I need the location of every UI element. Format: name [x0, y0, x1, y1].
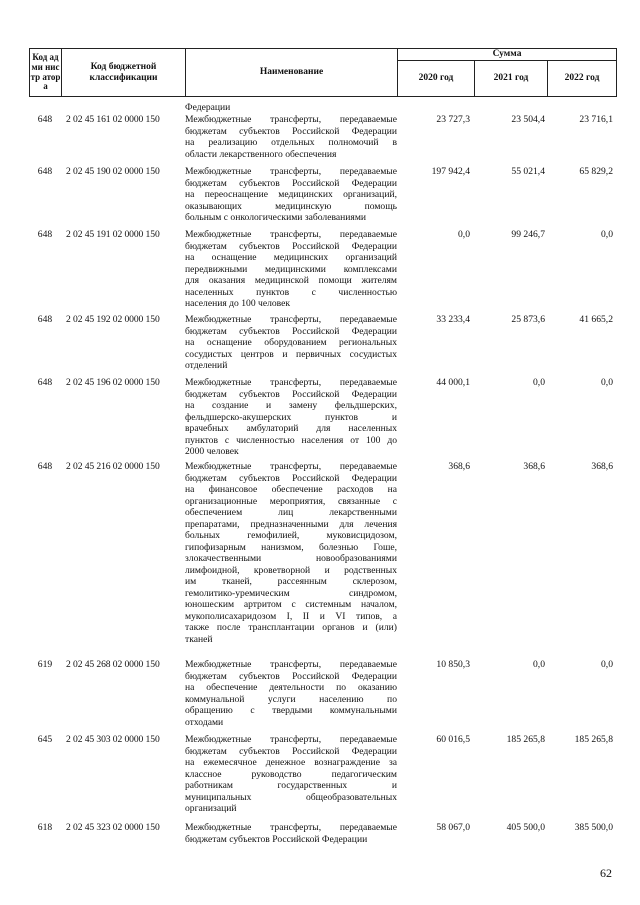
value-2021-cell: 368,6 — [523, 461, 545, 472]
name-line: отделений — [185, 360, 228, 371]
name-line: Межбюджетные трансферты, передаваемые — [185, 659, 397, 670]
name-line: им тканей, рассеянным склерозом, — [185, 576, 397, 587]
name-line: гипофизарным нанизмом, болезнью Гоше, — [185, 541, 397, 553]
name-line: бюджетам субъектов Российской Федерации — [185, 177, 397, 189]
carryover-text: Федерации — [185, 102, 231, 113]
name-cell — [185, 461, 397, 645]
name-line: 2000 человек — [185, 446, 239, 457]
name-line: бюджетам субъектов Российской Федерации — [185, 745, 397, 757]
name-line: Межбюджетные трансферты, передаваемые — [185, 229, 397, 240]
value-2021-cell: 55 021,4 — [511, 166, 545, 177]
name-line: бюджетам субъектов Российской Федерации — [185, 240, 397, 252]
name-line: работникам государственных и — [185, 780, 397, 791]
value-2022-cell: 0,0 — [601, 659, 613, 670]
header-sum: Сумма — [398, 49, 617, 61]
admin-code-cell: 648 — [37, 461, 53, 472]
name-cell — [185, 314, 397, 372]
admin-code-cell: 619 — [37, 659, 53, 670]
name-cell — [185, 659, 397, 728]
name-cell — [185, 114, 397, 160]
budget-code-cell: 2 02 45 161 02 0000 150 — [66, 114, 160, 125]
name-line: оказывающих медицинскую помощь — [185, 200, 397, 212]
name-line: бюджетам субъектов Российской Федерации — [185, 472, 397, 484]
name-line: лимфоидной, кроветворной и родственных — [185, 564, 397, 576]
name-cell — [185, 734, 397, 815]
name-cell — [185, 166, 397, 224]
admin-code-cell: 648 — [37, 166, 53, 177]
header-name: Наименование — [186, 49, 398, 97]
name-line: больных гемофилией, муковисцидозом, — [185, 530, 397, 541]
name-line: отходами — [185, 716, 224, 728]
name-line: пунктов с численностью населения от 100 до — [185, 434, 397, 446]
name-line: на оснащение медицинских организаций — [185, 252, 397, 263]
name-line: также после трансплантации органов и (или) — [185, 622, 397, 633]
value-2021-cell: 23 504,4 — [511, 114, 545, 125]
value-2020-cell: 0,0 — [458, 229, 470, 240]
budget-code-cell: 2 02 45 216 02 0000 150 — [66, 461, 160, 472]
value-2020-cell: 33 233,4 — [436, 314, 470, 325]
page-number: 62 — [600, 866, 612, 880]
name-line: мукополисахаридозом I, II и VI типов, а — [185, 610, 397, 622]
name-line: Межбюджетные трансферты, передаваемые — [185, 734, 397, 745]
name-line: коммунальной услуги населению по — [185, 693, 397, 705]
budget-code-cell: 2 02 45 192 02 0000 150 — [66, 314, 160, 325]
name-line: на реализацию отдельных полномочий в — [185, 137, 397, 148]
name-cell — [185, 822, 397, 845]
value-2020-cell: 368,6 — [448, 461, 470, 472]
value-2022-cell: 385 500,0 — [574, 822, 613, 833]
name-cell — [185, 377, 397, 458]
name-line: Межбюджетные трансферты, передаваемые — [185, 114, 397, 125]
value-2022-cell: 0,0 — [601, 229, 613, 240]
name-line: обеспечением лиц лекарственными — [185, 507, 397, 518]
value-2021-cell: 25 873,6 — [511, 314, 545, 325]
name-line: на оснащение оборудованием региональных — [185, 337, 397, 348]
name-line: обращению с твердыми коммунальными — [185, 705, 397, 716]
name-line: муниципальных общеобразовательных — [185, 791, 397, 803]
name-line: населения до 100 человек — [185, 298, 291, 309]
name-line: больным с онкологическими заболеваниями — [185, 212, 367, 223]
name-line: на обеспечение деятельности по оказанию — [185, 682, 397, 693]
header-budget-code: Код бюджетной классификации — [62, 49, 186, 97]
admin-code-cell: 645 — [37, 734, 53, 745]
value-2021-cell: 0,0 — [533, 659, 545, 670]
value-2022-cell: 0,0 — [601, 377, 613, 388]
name-line: на создание и замену фельдшерских, — [185, 400, 397, 411]
name-line: сосудистых центров и первичных сосудистых — [185, 348, 397, 360]
value-2021-cell: 405 500,0 — [506, 822, 545, 833]
value-2022-cell: 65 829,2 — [579, 166, 613, 177]
name-line: на финансовое обеспечение расходов на — [185, 484, 397, 495]
name-line: бюджетам субъектов Российской Федерации — [185, 125, 397, 137]
name-line: на переоснащение медицинских организаций, — [185, 189, 397, 200]
budget-code-cell: 2 02 45 323 02 0000 150 — [66, 822, 160, 833]
name-line: гемолитико-уремическим синдромом, — [185, 587, 397, 599]
admin-code-cell: 648 — [37, 229, 53, 240]
name-line: передвижными медицинскими комплексами — [185, 263, 397, 275]
name-line: Межбюджетные трансферты, передаваемые — [185, 461, 397, 472]
header-year-2021: 2021 год — [475, 61, 548, 97]
value-2022-cell: 185 265,8 — [574, 734, 613, 745]
name-line: злокачественными новообразованиями — [185, 553, 397, 564]
name-line: организационные мероприятия, связанные с — [185, 495, 397, 507]
value-2021-cell: 185 265,8 — [506, 734, 545, 745]
name-line: врачебных амбулаторий для населенных — [185, 423, 397, 434]
value-2022-cell: 23 716,1 — [579, 114, 613, 125]
name-line: бюджетам субъектов Российской Федерации — [185, 670, 397, 682]
name-line: Межбюджетные трансферты, передаваемые — [185, 377, 397, 388]
name-line: классное руководство педагогическим — [185, 768, 397, 780]
name-line: на ежемесячное денежное вознаграждение за — [185, 757, 397, 768]
value-2020-cell: 23 727,3 — [436, 114, 470, 125]
budget-code-cell: 2 02 45 190 02 0000 150 — [66, 166, 160, 177]
name-line: организаций — [185, 803, 237, 814]
header-year-2022: 2022 год — [548, 61, 617, 97]
budget-code-cell: 2 02 45 303 02 0000 150 — [66, 734, 160, 745]
value-2020-cell: 60 016,5 — [436, 734, 470, 745]
name-cell — [185, 229, 397, 310]
budget-code-cell: 2 02 45 268 02 0000 150 — [66, 659, 160, 670]
name-line: Межбюджетные трансферты, передаваемые — [185, 166, 397, 177]
name-line: населенных пунктов с численностью — [185, 286, 397, 298]
name-line: для оказания медицинской помощи жителям — [185, 275, 397, 286]
value-2022-cell: 41 665,2 — [579, 314, 613, 325]
value-2020-cell: 44 000,1 — [436, 377, 470, 388]
budget-code-cell: 2 02 45 191 02 0000 150 — [66, 229, 160, 240]
value-2022-cell: 368,6 — [591, 461, 613, 472]
header-year-2020: 2020 год — [398, 61, 475, 97]
admin-code-cell: 648 — [37, 114, 53, 125]
value-2021-cell: 99 246,7 — [511, 229, 545, 240]
name-line: юношеским артритом с системным началом, — [185, 599, 397, 610]
budget-code-cell: 2 02 45 196 02 0000 150 — [66, 377, 160, 388]
header-admin-code: Код адми нистр атора — [30, 49, 62, 97]
name-line: бюджетам субъектов Российской Федерации — [185, 388, 397, 400]
value-2020-cell: 197 942,4 — [431, 166, 470, 177]
name-line: бюджетам субъектов Российской Федерации — [185, 325, 397, 337]
value-2020-cell: 10 850,3 — [436, 659, 470, 670]
name-line: препаратами, предназначенными для лечения — [185, 518, 397, 530]
admin-code-cell: 648 — [37, 377, 53, 388]
name-line: фельдшерско-акушерских пунктов и — [185, 411, 397, 423]
value-2020-cell: 58 067,0 — [436, 822, 470, 833]
admin-code-cell: 648 — [37, 314, 53, 325]
name-line: тканей — [185, 633, 213, 645]
name-line: бюджетам субъектов Российской Федерации — [185, 833, 368, 845]
table-header — [29, 48, 617, 97]
value-2021-cell: 0,0 — [533, 377, 545, 388]
admin-code-cell: 618 — [37, 822, 53, 833]
name-line: Межбюджетные трансферты, передаваемые — [185, 314, 397, 325]
name-line: области лекарственного обеспечения — [185, 148, 337, 160]
name-line: Межбюджетные трансферты, передаваемые — [185, 822, 397, 833]
